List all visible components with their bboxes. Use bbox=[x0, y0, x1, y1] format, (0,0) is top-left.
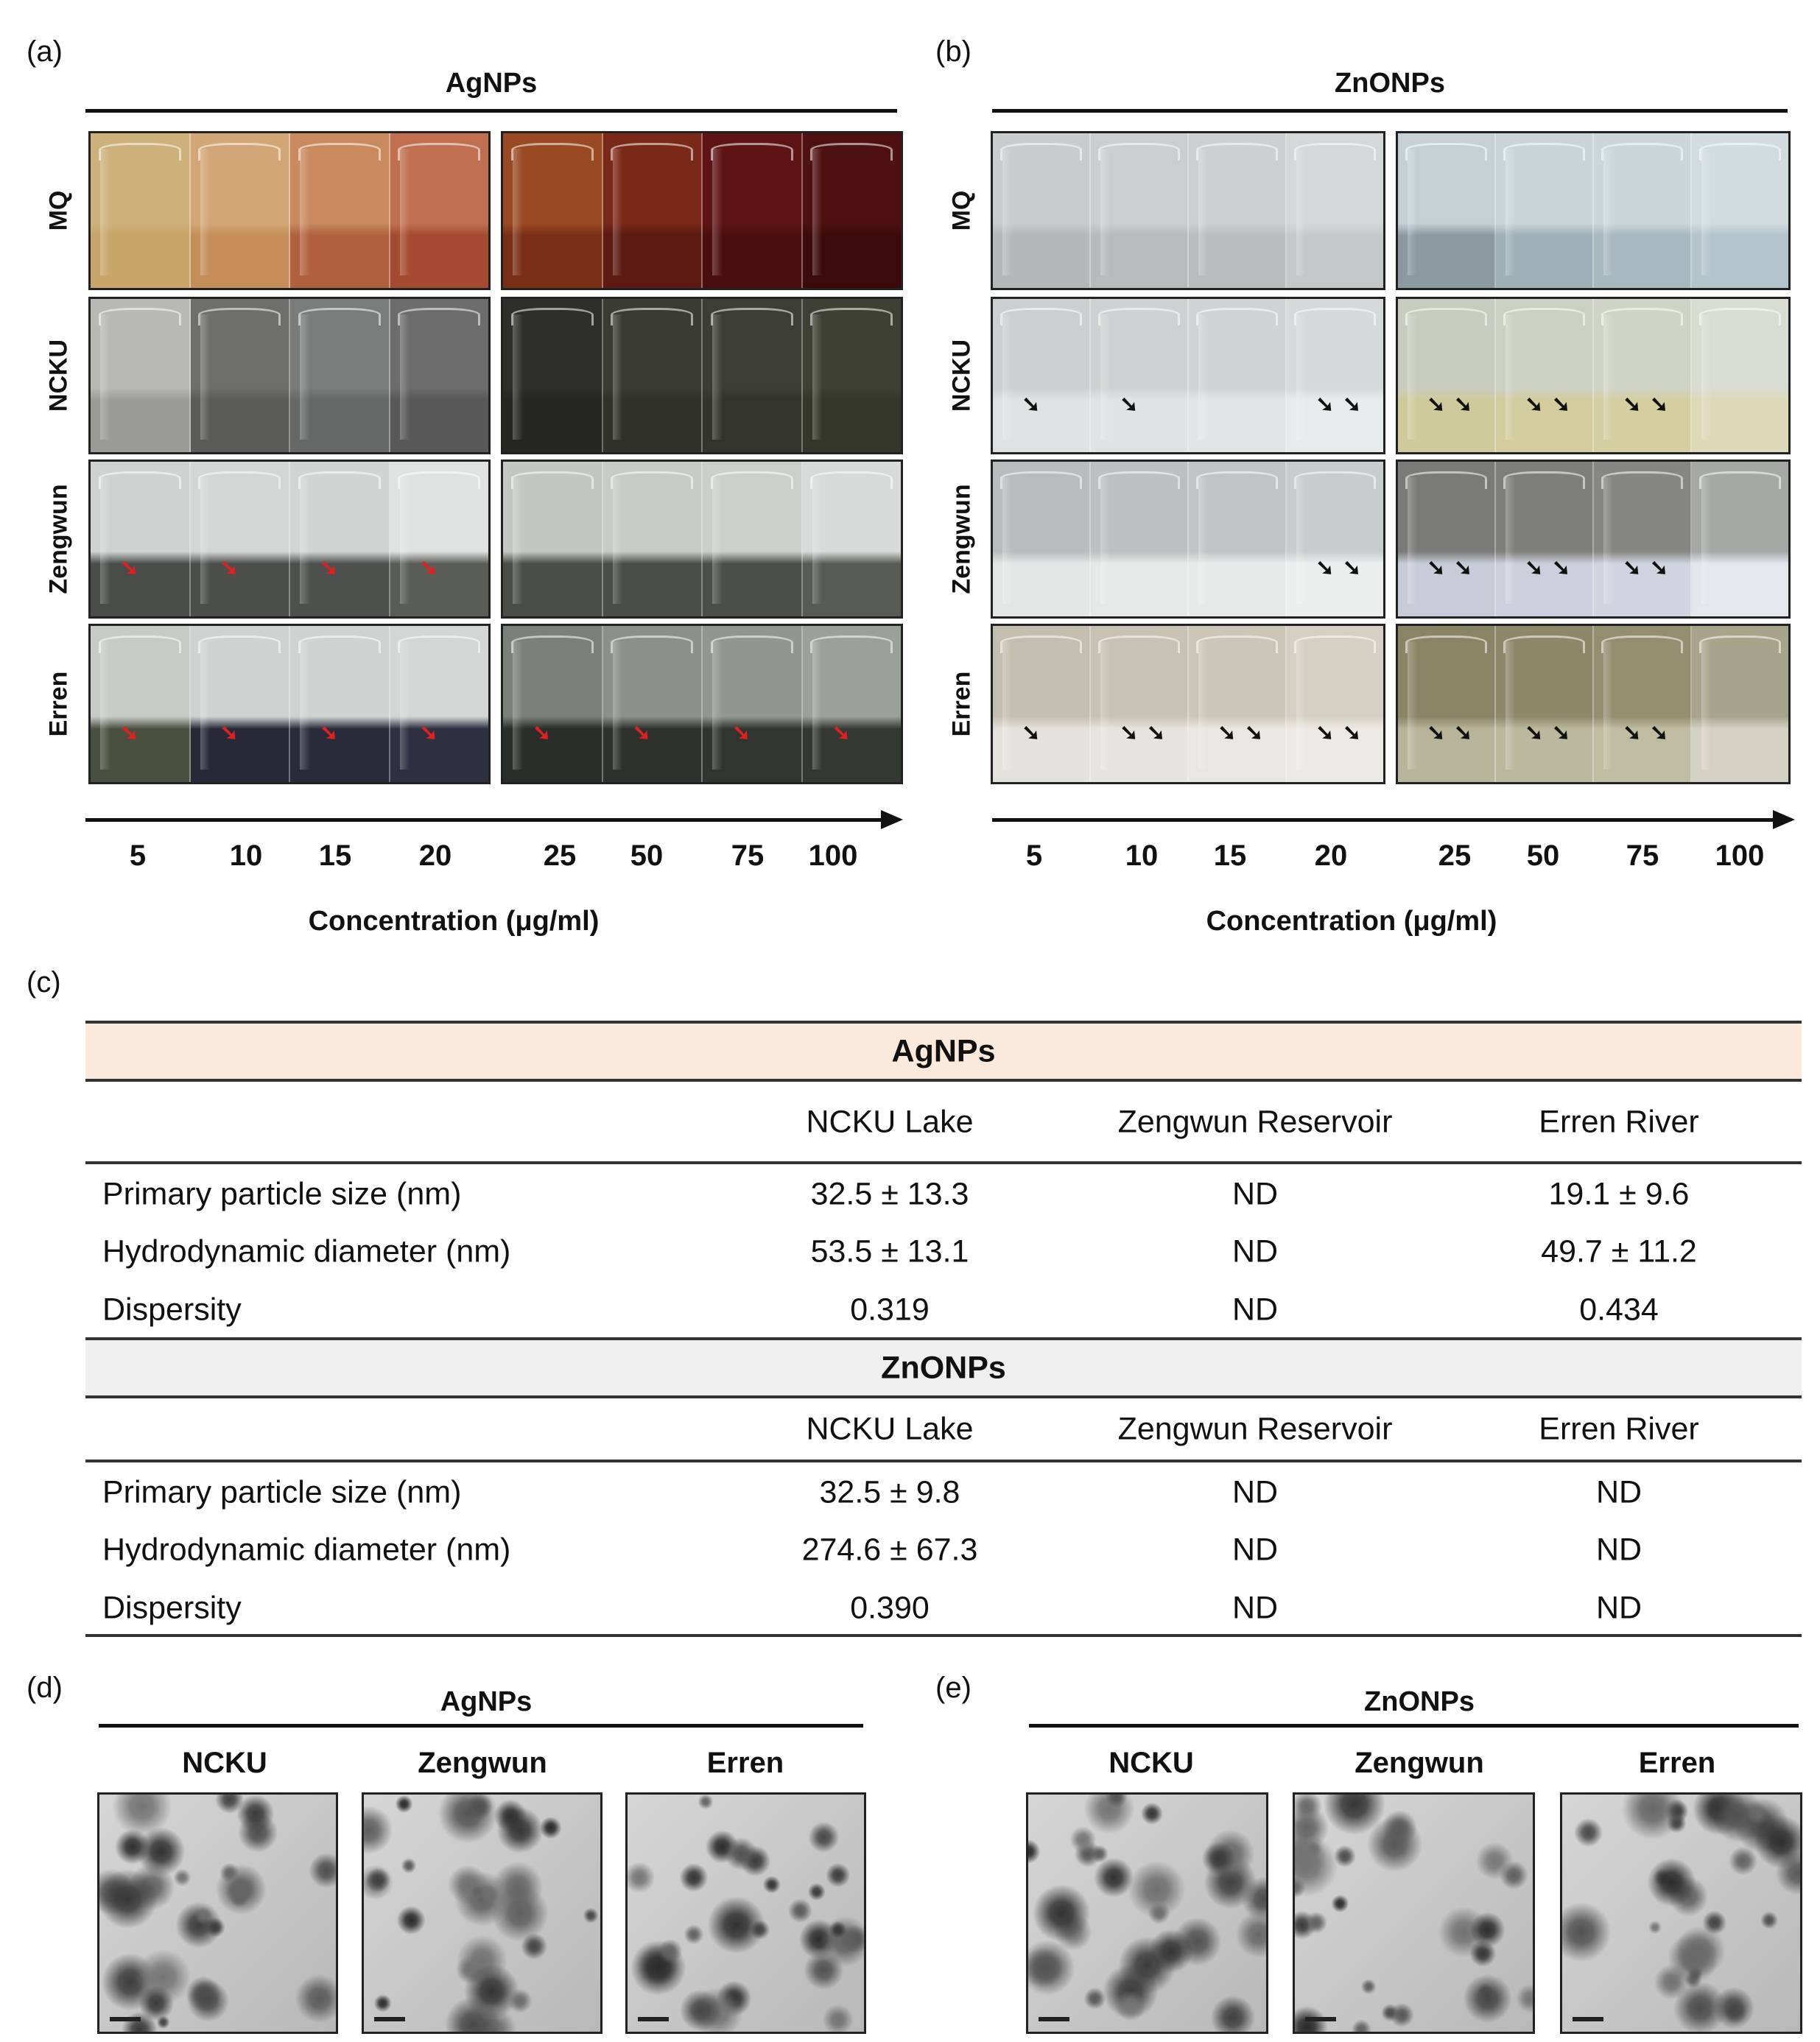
row-label-zengwun: Zengwun bbox=[44, 484, 73, 594]
arrow-marker-icon: ➘ bbox=[1427, 556, 1446, 581]
vial-photo-right bbox=[501, 297, 903, 454]
vial bbox=[703, 299, 803, 452]
row-label-mq: MQ bbox=[44, 190, 73, 231]
scale-bar bbox=[374, 2017, 405, 2021]
vial bbox=[1091, 462, 1189, 616]
table-cell: ND bbox=[1232, 1590, 1279, 1626]
row-label: Hydrodynamic diameter (nm) bbox=[102, 1532, 511, 1568]
vial bbox=[1091, 626, 1189, 782]
tem-image bbox=[362, 1792, 602, 2034]
vial bbox=[91, 299, 191, 452]
vial bbox=[91, 626, 191, 782]
column-header: Zengwun Reservoir bbox=[1117, 1104, 1393, 1140]
table-cell: ND bbox=[1595, 1590, 1642, 1626]
vial bbox=[191, 462, 291, 616]
panel-d-label: (d) bbox=[27, 1672, 63, 1704]
vial bbox=[603, 626, 703, 782]
tem-label-ncku: NCKU bbox=[182, 1747, 267, 1779]
arrow-marker-icon: ➘ bbox=[832, 721, 851, 746]
vial bbox=[1496, 133, 1594, 288]
table-cell: 0.390 bbox=[850, 1590, 930, 1626]
panel-b-label: (b) bbox=[935, 35, 972, 68]
arrow-marker-icon: ➘ bbox=[533, 721, 552, 746]
vial bbox=[603, 133, 703, 288]
vial bbox=[803, 133, 902, 288]
arrow-marker-icon: ➘ bbox=[1427, 392, 1446, 417]
arrow-marker-icon: ➘ bbox=[1453, 556, 1473, 581]
arrow-marker-icon: ➘ bbox=[732, 721, 751, 746]
row-label-ncku: NCKU bbox=[947, 339, 976, 412]
vial-photo-left bbox=[991, 297, 1385, 454]
vial bbox=[390, 462, 489, 616]
table-cell: 53.5 ± 13.1 bbox=[810, 1233, 969, 1270]
table-cell: ND bbox=[1232, 1176, 1279, 1212]
arrow-marker-icon: ➘ bbox=[1623, 392, 1642, 417]
row-label: Hydrodynamic diameter (nm) bbox=[102, 1233, 511, 1270]
table-rule bbox=[85, 1161, 1802, 1164]
vial bbox=[191, 626, 291, 782]
vial bbox=[1189, 462, 1287, 616]
vial bbox=[1594, 133, 1692, 288]
arrow-marker-icon: ➘ bbox=[1623, 556, 1642, 581]
vial bbox=[1287, 299, 1383, 452]
row-label: Primary particle size (nm) bbox=[102, 1176, 462, 1212]
arrow-marker-icon: ➘ bbox=[120, 556, 139, 581]
vial bbox=[1398, 462, 1496, 616]
vial-photo-left bbox=[991, 131, 1385, 290]
arrow-marker-icon: ➘ bbox=[1649, 392, 1669, 417]
arrow-marker-icon: ➘ bbox=[120, 721, 139, 746]
tick-label: 5 bbox=[129, 839, 147, 872]
vial-photo-right bbox=[1396, 131, 1791, 290]
arrow-marker-icon: ➘ bbox=[1342, 392, 1362, 417]
vial bbox=[1398, 626, 1496, 782]
vial bbox=[1189, 299, 1287, 452]
vial-photo-left bbox=[88, 460, 491, 619]
table-cell: 0.319 bbox=[850, 1292, 930, 1328]
vial bbox=[1091, 133, 1189, 288]
section-title: AgNPs bbox=[891, 1033, 996, 1068]
panel-b-xlabel: Concentration (μg/ml) bbox=[1206, 906, 1497, 937]
vial bbox=[290, 626, 390, 782]
table-cell: 32.5 ± 13.3 bbox=[810, 1176, 969, 1212]
panel-b-concentration-arrow bbox=[992, 810, 1795, 829]
vial bbox=[503, 299, 603, 452]
arrow-marker-icon: ➘ bbox=[1453, 392, 1473, 417]
arrow-marker-icon: ➘ bbox=[1551, 392, 1571, 417]
tick-label: 20 bbox=[418, 839, 452, 872]
arrow-marker-icon: ➘ bbox=[1244, 721, 1264, 746]
vial bbox=[703, 133, 803, 288]
row-label-mq: MQ bbox=[947, 190, 976, 231]
vial-photo-left bbox=[991, 460, 1385, 619]
panel-e-label: (e) bbox=[935, 1672, 972, 1704]
vial-photo-left bbox=[991, 624, 1385, 784]
vial bbox=[703, 462, 803, 616]
vial bbox=[1496, 299, 1594, 452]
vial bbox=[1692, 626, 1788, 782]
tick-label: 75 bbox=[731, 839, 765, 872]
vial bbox=[1496, 462, 1594, 616]
panel-a-concentration-arrow bbox=[85, 810, 903, 829]
vial-photo-right bbox=[501, 460, 903, 619]
row-label-zengwun: Zengwun bbox=[947, 484, 976, 594]
vial-photo-left bbox=[88, 297, 491, 454]
tick-label: 10 bbox=[1125, 839, 1159, 872]
vial bbox=[993, 626, 1091, 782]
column-header: Erren River bbox=[1539, 1411, 1699, 1447]
arrow-marker-icon: ➘ bbox=[320, 556, 339, 581]
tick-label: 100 bbox=[808, 839, 858, 872]
vial-photo-right bbox=[1396, 460, 1791, 619]
vial-photo-right bbox=[1396, 624, 1791, 784]
vial bbox=[290, 299, 390, 452]
vial bbox=[993, 133, 1091, 288]
vial bbox=[1496, 626, 1594, 782]
vial bbox=[1091, 299, 1189, 452]
arrow-marker-icon: ➘ bbox=[1551, 721, 1571, 746]
scale-bar bbox=[110, 2017, 141, 2021]
table-rule bbox=[85, 1634, 1802, 1637]
arrow-marker-icon: ➘ bbox=[1218, 721, 1237, 746]
tick-label: 20 bbox=[1314, 839, 1348, 872]
vial bbox=[603, 299, 703, 452]
arrow-marker-icon: ➘ bbox=[1120, 392, 1139, 417]
tick-label: 5 bbox=[1025, 839, 1043, 872]
vial bbox=[1692, 133, 1788, 288]
arrow-marker-icon: ➘ bbox=[1525, 721, 1544, 746]
scale-bar bbox=[638, 2017, 669, 2021]
row-label-erren: Erren bbox=[44, 671, 73, 737]
panel-d-title: AgNPs bbox=[440, 1686, 533, 1717]
arrow-marker-icon: ➘ bbox=[1120, 721, 1139, 746]
vial bbox=[1594, 626, 1692, 782]
column-header: Erren River bbox=[1539, 1104, 1699, 1140]
vial bbox=[993, 462, 1091, 616]
arrow-marker-icon: ➘ bbox=[1342, 721, 1362, 746]
vial bbox=[1189, 626, 1287, 782]
arrow-marker-icon: ➘ bbox=[1525, 392, 1544, 417]
column-header: Zengwun Reservoir bbox=[1117, 1411, 1393, 1447]
arrow-marker-icon: ➘ bbox=[1315, 556, 1335, 581]
arrow-marker-icon: ➘ bbox=[419, 556, 438, 581]
tick-label: 75 bbox=[1626, 839, 1659, 872]
table-cell: 49.7 ± 11.2 bbox=[1541, 1233, 1697, 1270]
table-cell: 32.5 ± 9.8 bbox=[819, 1474, 960, 1510]
table-cell: ND bbox=[1595, 1532, 1642, 1568]
arrow-marker-icon: ➘ bbox=[1623, 721, 1642, 746]
vial bbox=[703, 626, 803, 782]
table-cell: ND bbox=[1232, 1292, 1279, 1328]
vial bbox=[503, 626, 603, 782]
row-label-erren: Erren bbox=[947, 671, 976, 737]
vial-photo-right bbox=[501, 624, 903, 784]
vial bbox=[1287, 626, 1383, 782]
tem-label-zengwun: Zengwun bbox=[1355, 1747, 1484, 1779]
arrow-marker-icon: ➘ bbox=[219, 721, 239, 746]
arrow-marker-icon: ➘ bbox=[632, 721, 651, 746]
table-rule bbox=[85, 1395, 1802, 1398]
arrow-marker-icon: ➘ bbox=[1649, 556, 1669, 581]
panel-d-title-rule bbox=[99, 1724, 863, 1728]
tick-label: 15 bbox=[318, 839, 352, 872]
vial bbox=[390, 299, 489, 452]
panel-a-title: AgNPs bbox=[445, 68, 538, 99]
table-cell: ND bbox=[1232, 1474, 1279, 1510]
arrow-marker-icon: ➘ bbox=[1315, 392, 1335, 417]
table-rule bbox=[85, 1337, 1802, 1340]
column-header: NCKU Lake bbox=[806, 1411, 974, 1447]
tick-label: 50 bbox=[1526, 839, 1560, 872]
arrow-marker-icon: ➘ bbox=[1146, 721, 1166, 746]
tem-label-erren: Erren bbox=[706, 1747, 784, 1779]
tick-label: 10 bbox=[229, 839, 263, 872]
arrow-marker-icon: ➘ bbox=[1525, 556, 1544, 581]
arrow-marker-icon: ➘ bbox=[1342, 556, 1362, 581]
vial-photo-right bbox=[1396, 297, 1791, 454]
vial bbox=[390, 133, 489, 288]
panel-a-title-rule bbox=[85, 109, 897, 113]
vial-photo-left bbox=[88, 131, 491, 290]
panel-b-title: ZnONPs bbox=[1335, 68, 1445, 99]
arrow-marker-icon: ➘ bbox=[1649, 721, 1669, 746]
vial bbox=[1398, 133, 1496, 288]
vial-photo-left bbox=[88, 624, 491, 784]
tick-label: 25 bbox=[1438, 839, 1472, 872]
tem-label-zengwun: Zengwun bbox=[418, 1747, 547, 1779]
row-label: Dispersity bbox=[102, 1590, 242, 1626]
arrow-marker-icon: ➘ bbox=[219, 556, 239, 581]
section-title: ZnONPs bbox=[881, 1350, 1006, 1385]
panel-b-title-rule bbox=[992, 109, 1788, 113]
vial bbox=[1594, 462, 1692, 616]
vial bbox=[803, 299, 902, 452]
table-cell: ND bbox=[1232, 1233, 1279, 1270]
arrow-marker-icon: ➘ bbox=[1022, 392, 1041, 417]
table-cell: ND bbox=[1595, 1474, 1642, 1510]
vial bbox=[1398, 299, 1496, 452]
arrow-marker-icon: ➘ bbox=[1022, 721, 1041, 746]
table-cell: 274.6 ± 67.3 bbox=[801, 1532, 978, 1568]
arrow-marker-icon: ➘ bbox=[1453, 721, 1473, 746]
row-label: Dispersity bbox=[102, 1292, 242, 1328]
vial bbox=[1189, 133, 1287, 288]
row-label: Primary particle size (nm) bbox=[102, 1474, 462, 1510]
table-cell: 19.1 ± 9.6 bbox=[1548, 1176, 1690, 1212]
vial bbox=[1594, 299, 1692, 452]
column-header: NCKU Lake bbox=[806, 1104, 974, 1140]
vial bbox=[290, 133, 390, 288]
tick-label: 100 bbox=[1715, 839, 1765, 872]
panel-c-label: (c) bbox=[27, 966, 61, 999]
scale-bar bbox=[1039, 2017, 1069, 2021]
arrow-marker-icon: ➘ bbox=[320, 721, 339, 746]
panel-e-title: ZnONPs bbox=[1364, 1686, 1475, 1717]
vial bbox=[503, 133, 603, 288]
table-cell: 0.434 bbox=[1579, 1292, 1659, 1328]
vial bbox=[191, 299, 291, 452]
arrow-marker-icon: ➘ bbox=[1315, 721, 1335, 746]
panel-a-label: (a) bbox=[27, 35, 63, 68]
tem-label-erren: Erren bbox=[1638, 1747, 1716, 1779]
tick-label: 25 bbox=[543, 839, 577, 872]
vial bbox=[1692, 299, 1788, 452]
scale-bar bbox=[1573, 2017, 1603, 2021]
vial bbox=[91, 462, 191, 616]
tem-image bbox=[1293, 1792, 1535, 2034]
table-rule bbox=[85, 1460, 1802, 1462]
vial bbox=[1692, 462, 1788, 616]
vial bbox=[503, 462, 603, 616]
vial bbox=[91, 133, 191, 288]
tem-image bbox=[97, 1792, 338, 2034]
vial bbox=[993, 299, 1091, 452]
vial bbox=[390, 626, 489, 782]
vial bbox=[603, 462, 703, 616]
vial bbox=[1287, 462, 1383, 616]
arrow-marker-icon: ➘ bbox=[419, 721, 438, 746]
scale-bar bbox=[1305, 2017, 1336, 2021]
vial bbox=[803, 462, 902, 616]
table-rule bbox=[85, 1021, 1802, 1024]
arrow-marker-icon: ➘ bbox=[1551, 556, 1571, 581]
row-label-ncku: NCKU bbox=[44, 339, 73, 412]
table-cell: ND bbox=[1232, 1532, 1279, 1568]
vial bbox=[803, 626, 902, 782]
vial bbox=[191, 133, 291, 288]
tick-label: 50 bbox=[630, 839, 664, 872]
vial-photo-right bbox=[501, 131, 903, 290]
arrow-marker-icon: ➘ bbox=[1427, 721, 1446, 746]
tem-label-ncku: NCKU bbox=[1108, 1747, 1194, 1779]
tem-image bbox=[1560, 1792, 1802, 2034]
panel-e-title-rule bbox=[1029, 1724, 1799, 1728]
vial bbox=[1287, 133, 1383, 288]
table-rule bbox=[85, 1079, 1802, 1082]
panel-a-xlabel: Concentration (μg/ml) bbox=[308, 906, 600, 937]
tick-label: 15 bbox=[1213, 839, 1247, 872]
vial bbox=[290, 462, 390, 616]
tem-image bbox=[1026, 1792, 1268, 2034]
tem-image bbox=[625, 1792, 866, 2034]
